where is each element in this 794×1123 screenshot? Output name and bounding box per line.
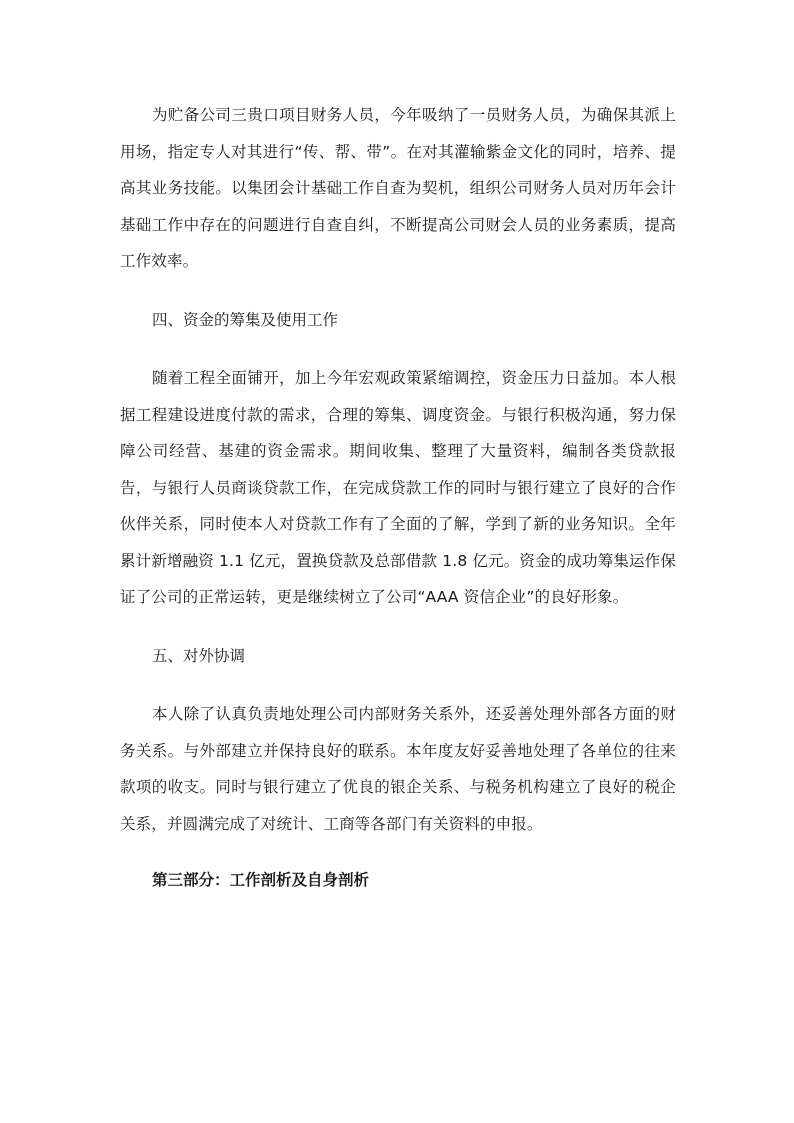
paragraph-fund-raising: 随着工程全面铺开，加上今年宏观政策紧缩调控，资金压力日益加。本人根据工程建设进度付款的需求，合理的筹集、调度资金。与银行积极沟通，努力保障公司经营、基建的资金需求。期间收集、整理了大量资料，编制各类贷款报告，与银行人员商谈贷款工作，在完成贷款工作的同时与银行建立了良好的合作伙伴关系，同时使本人对贷款工作有了全面的了解，学到了新的业务知识。全年累计新增融资 1.1 亿元，置换贷款及总部借款 1.8 亿元。资金的成功筹集运作保证了公司的正常运转，更是继续树立了公司“AAA 资信企业”的良好形象。 bbox=[120, 369, 676, 606]
heading-fund-raising: 四、资金的筹集及使用工作 bbox=[152, 310, 339, 329]
paragraph-staff-training: 为贮备公司三贵口项目财务人员，今年吸纳了一员财务人员，为确保其派上用场，指定专人对其进行“传、帮、带”。在对其灌输紫金文化的同时，培养、提高其业务技能。以集团会计基础工作自查为契机，组织公司财务人员对历年会计基础工作中存在的问题进行自查自纠，不断提高公司财会人员的业务素质，提高工作效率。 bbox=[120, 106, 676, 270]
heading-external-coordination: 五、对外协调 bbox=[152, 646, 246, 665]
paragraph-external-coordination: 本人除了认真负责地处理公司内部财务关系外，还妥善处理外部各方面的财务关系。与外部建立并保持良好的联系。本年度友好妥善地处理了各单位的往来款项的收支。同时与银行建立了优良的银企关系、与税务机构建立了良好的税企关系，并圆满完成了对统计、工商等各部门有关资料的申报。 bbox=[120, 705, 676, 833]
section-title-part-three: 第三部分：工作剖析及自身剖析 bbox=[152, 871, 370, 889]
document-body bbox=[120, 97, 676, 899]
